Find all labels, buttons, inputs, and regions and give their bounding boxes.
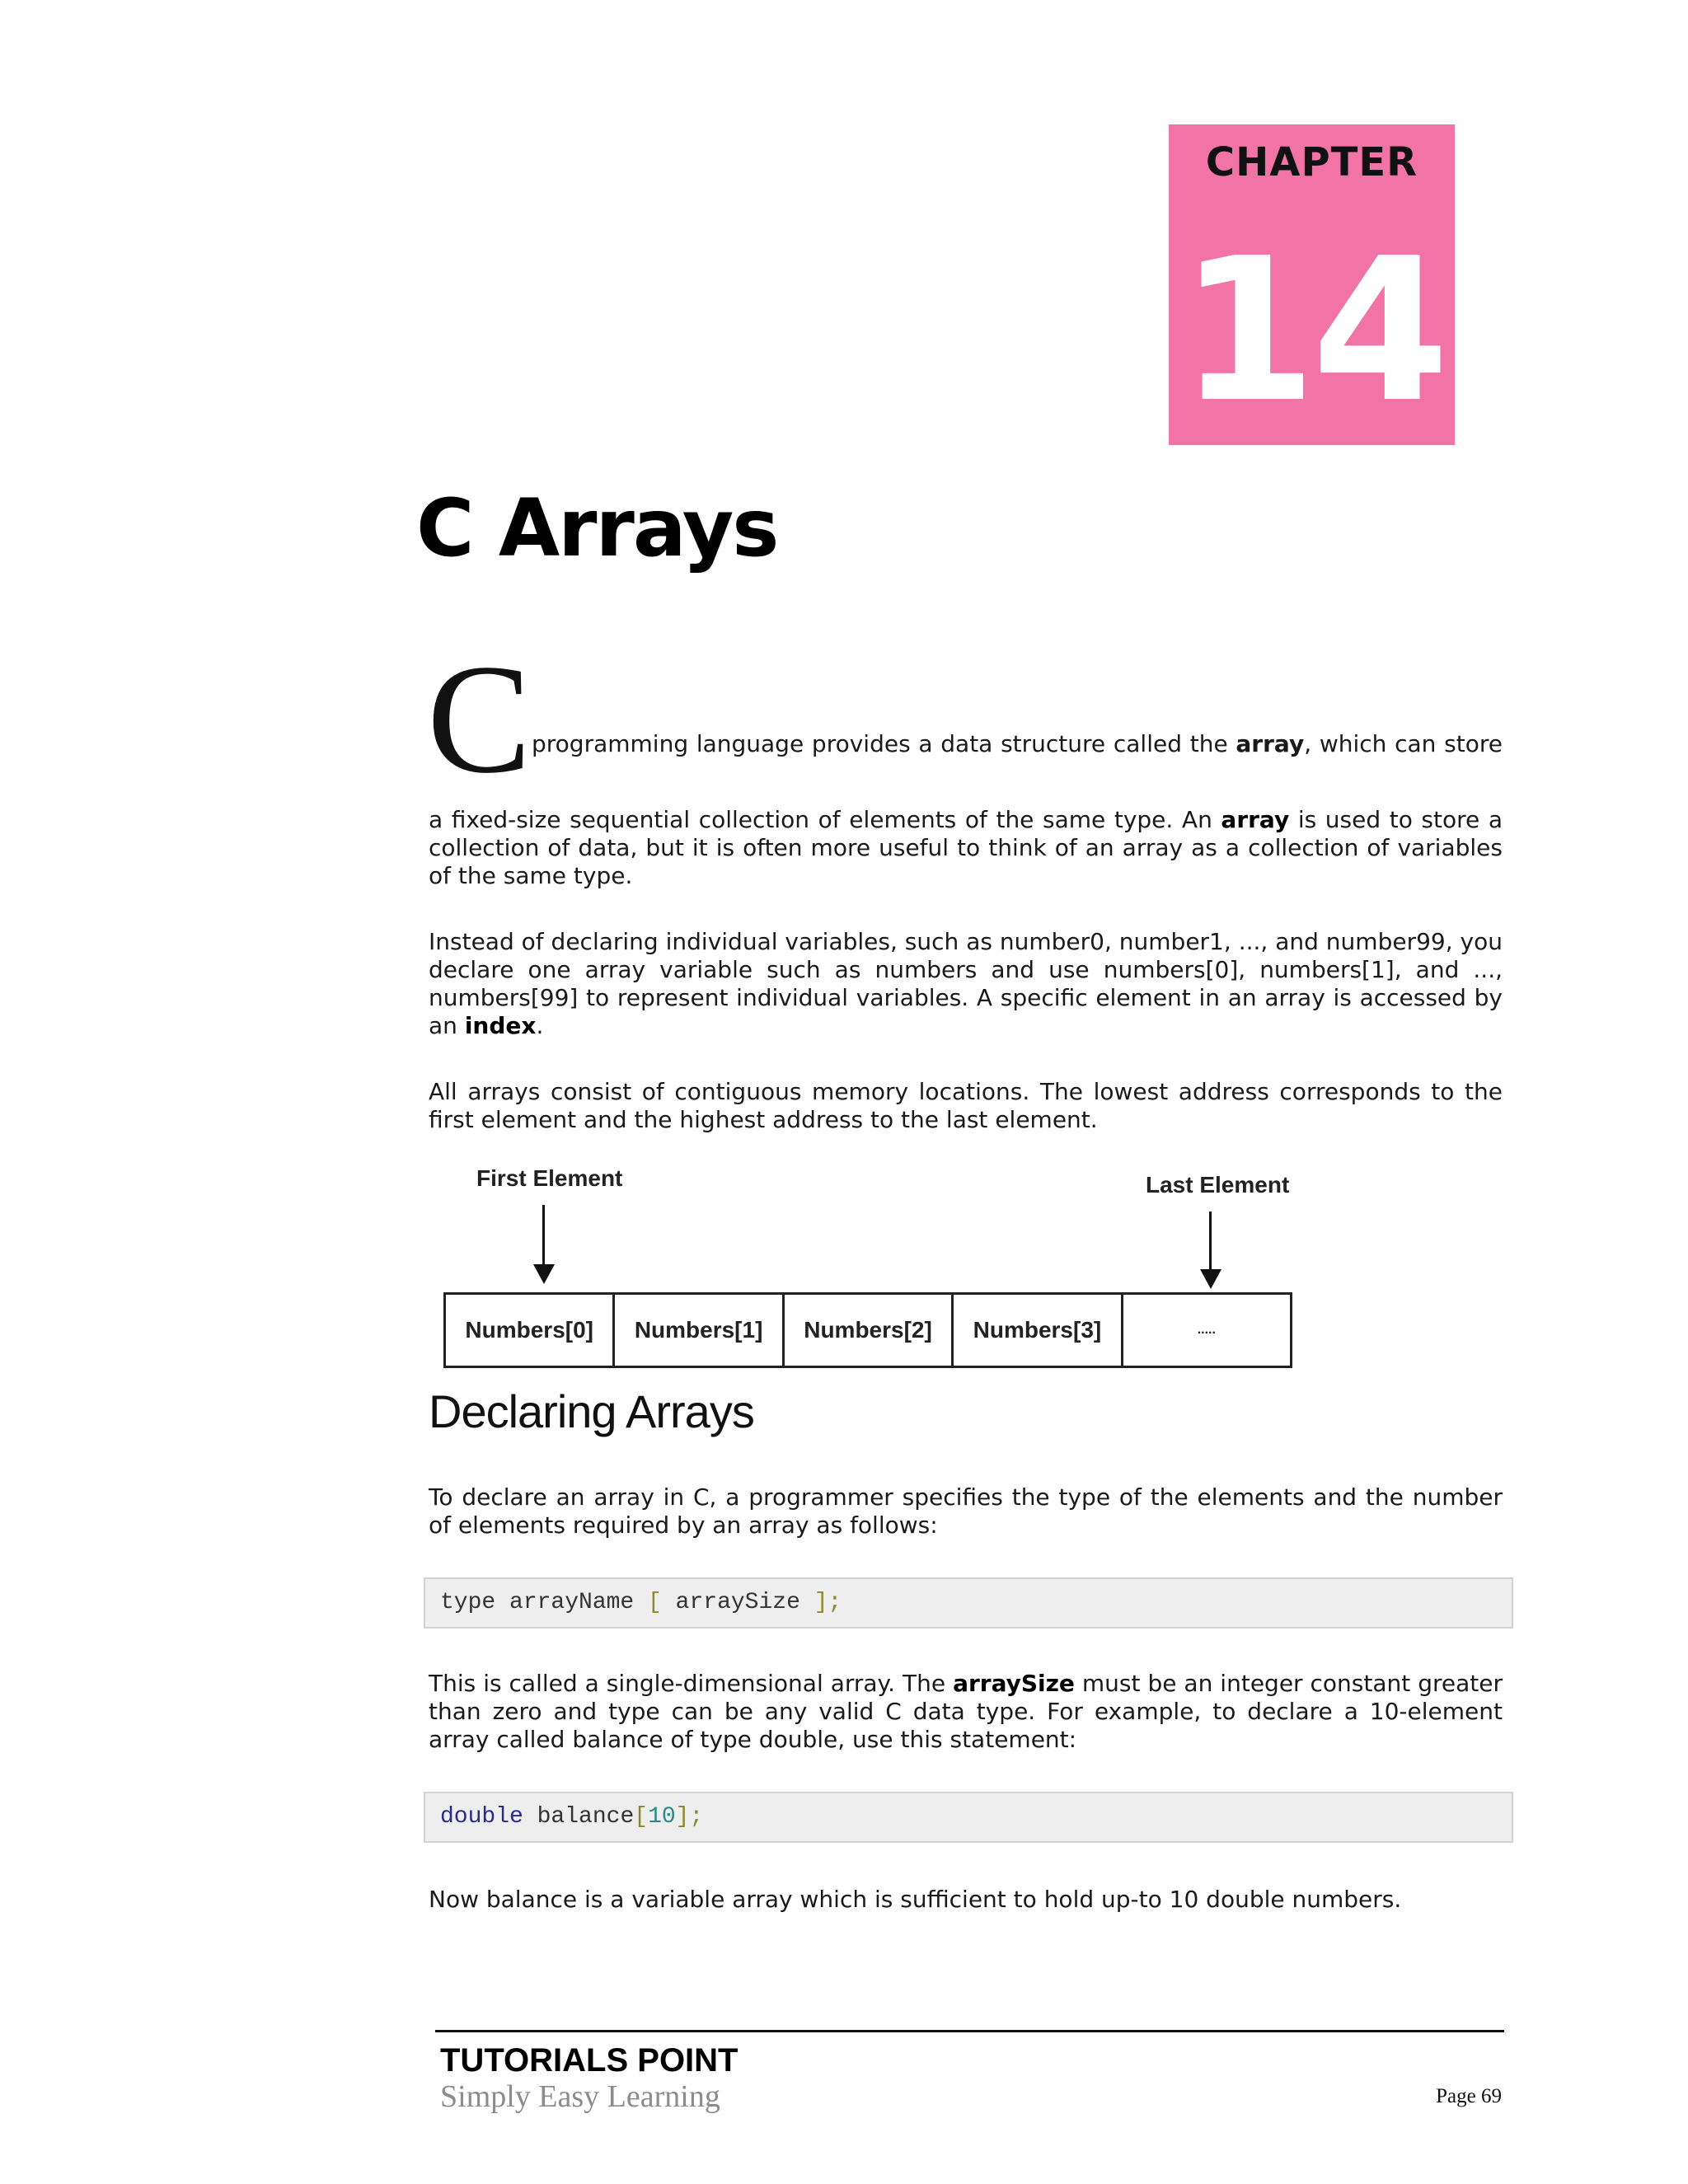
text-run: Instead of declaring individual variables, such as number0, number1, ..., and number99, you declare one array variable such as numbers and use numbers[0], numbers[1], and ..., numbers[99] to represent individual variables. A specific element in an array is accessed by an [429, 928, 1503, 1039]
drop-cap: C [427, 633, 532, 806]
text-run: , which can store [1304, 730, 1503, 757]
first-arrow-shaft [542, 1205, 545, 1268]
chapter-number: 14 [1179, 215, 1445, 446]
paragraph-memory: All arrays consist of contiguous memory locations. The lowest address corresponds to the first element and the highest address to the last element. [429, 1078, 1503, 1133]
array-cell: Numbers[3] [954, 1295, 1123, 1366]
bold-term: array [1221, 806, 1290, 833]
chapter-badge [1169, 124, 1455, 445]
page-number: Page 69 [1436, 2085, 1502, 2107]
paragraph-single-dimensional [429, 1670, 1503, 1754]
intro-first-line [532, 730, 1503, 758]
first-element-label: First Element [476, 1165, 623, 1191]
code-text: arraySize [661, 1590, 814, 1615]
bold-term: index [464, 1012, 537, 1039]
code-text: type arrayName [440, 1590, 649, 1615]
paragraph-balance: Now balance is a variable array which is sufficient to hold up-to 10 double numbers. [429, 1886, 1402, 1913]
text-run: must be an integer constant greater than zero and type can be any valid C data type. For example, to declare a 10-element array called balance of type double, use this statement: [429, 1670, 1503, 1753]
bold-term: array [1236, 730, 1305, 757]
code-punctuation: ]; [814, 1590, 842, 1615]
text-run: a fixed-size sequential collection of elements of the same type. An [429, 806, 1221, 833]
page-title: C Arrays [416, 482, 778, 574]
text-run: This is called a single-dimensional array. The [429, 1670, 954, 1697]
down-arrow-icon [533, 1264, 555, 1284]
down-arrow-icon [1200, 1269, 1221, 1289]
paragraph-declare: To declare an array in C, a programmer specifies the type of the elements and the number of elements required by an array as follows: [429, 1483, 1503, 1539]
text-run: . [536, 1012, 544, 1039]
code-number: 10 [648, 1804, 676, 1830]
text-run: is used to store a collection of data, but it is often more useful to think of an array as a collection of variables of the same type. [429, 806, 1503, 889]
array-cell: ..... [1197, 1323, 1216, 1337]
code-punctuation: ]; [675, 1804, 704, 1830]
last-arrow-shaft [1209, 1212, 1212, 1272]
array-cell: Numbers[1] [615, 1295, 784, 1366]
paragraph-individual-variables [429, 928, 1503, 1040]
intro-paragraph [429, 806, 1503, 890]
array-cells [443, 1292, 1292, 1368]
code-block-declaration [424, 1577, 1513, 1629]
footer-brand: TUTORIALS POINT [440, 2042, 738, 2079]
bold-term: arraySize [953, 1670, 1075, 1697]
array-diagram [429, 1154, 1302, 1385]
code-keyword: double [440, 1804, 523, 1830]
code-punctuation: [ [648, 1590, 662, 1615]
array-cell: Numbers[2] [785, 1295, 954, 1366]
section-heading: Declaring Arrays [429, 1385, 754, 1437]
chapter-label: CHAPTER [1205, 139, 1418, 185]
code-block-balance [424, 1792, 1513, 1843]
footer-tagline: Simply Easy Learning [440, 2079, 720, 2114]
last-element-label: Last Element [1146, 1172, 1290, 1197]
code-text: balance [523, 1804, 635, 1830]
array-cell: Numbers[0] [446, 1295, 615, 1366]
text-run: programming language provides a data structure called the [532, 730, 1236, 757]
footer-divider [435, 2030, 1504, 2032]
code-punctuation: [ [634, 1804, 649, 1830]
